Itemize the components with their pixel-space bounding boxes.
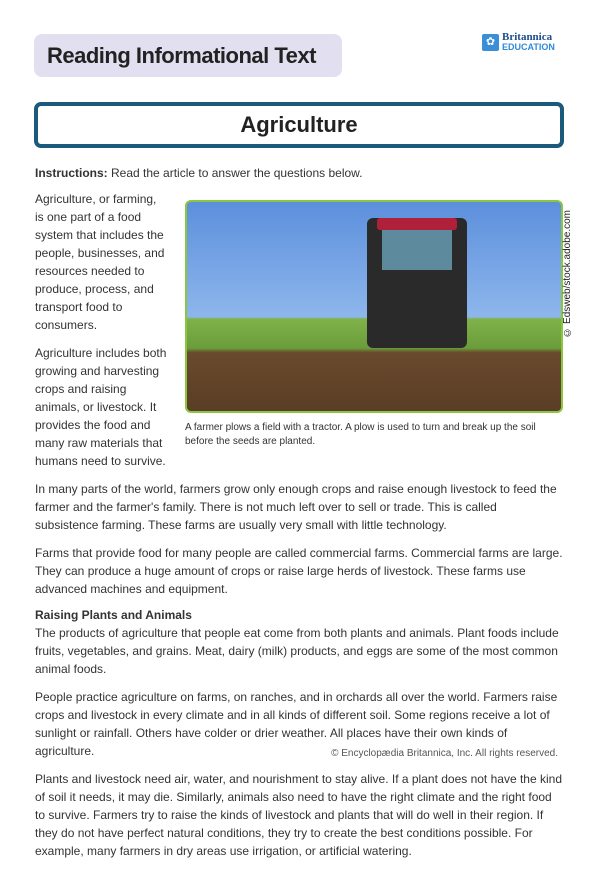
britannica-logo — [482, 32, 555, 52]
photo-credit: © Edsweb/stock.adobe.com — [562, 210, 573, 338]
logo-name: Britannica — [502, 31, 553, 43]
paragraph: The products of agriculture that people eat come from both plants and animals. Plant foods include fruits, vegetables, and grains. Meat, dairy (milk) products, and eggs are some of the most common animal foods. — [35, 626, 559, 676]
paragraph: Agriculture includes both growing and harvesting crops and raising animals, or livestock. It provides the food and many raw materials that humans need to survive. — [35, 346, 167, 468]
instructions — [35, 164, 563, 182]
instructions-label: Instructions: — [35, 166, 108, 180]
paragraph: Farms that provide food for many people are called commercial farms. Commercial farms are large. They can produce a huge amount of crops or raise large herds of livestock. These farms use advanced machines and equipment. — [35, 546, 563, 596]
paragraph: In many parts of the world, farmers grow only enough crops and raise enough livestock to feed the farmer and the farmer's family. There is not much left over to sell or trade. This is called subsistence farming. These farms are usually very small with little technology. — [35, 482, 557, 532]
figure-caption: A farmer plows a field with a tractor. A plow is used to turn and break up the soil before the seeds are planted. — [185, 422, 536, 447]
section-banner: Reading Informational Text — [34, 34, 342, 77]
tractor-photo — [185, 200, 563, 413]
instructions-text: Read the article to answer the questions below. — [107, 166, 363, 180]
paragraph: Plants and livestock need air, water, and nourishment to stay alive. If a plant does not have the kind of soil it needs, it may die. Similarly, animals also need to have the right climate and the right food to survive. Farmers try to raise the kinds of livestock and plants that will do well in their region. If they do not have perfect natural conditions, they try to create the best conditions possible. For example, many farmers in dry areas use irrigation, or artificial watering. — [35, 772, 562, 858]
section-heading: Raising Plants and Animals — [35, 608, 192, 622]
article — [35, 164, 573, 870]
paragraph: People practice agriculture on farms, on ranches, and in orchards all over the world. Farmers raise crops and livestock in every climate and in all kinds of different soil. Some regions receive a lot of sunlight or rainfall. Others have colder or drier weather. All places have their own kinds of agriculture. — [35, 690, 558, 758]
logo-sub: EDUCATION — [502, 42, 555, 52]
page-title: Agriculture — [34, 102, 564, 148]
thistle-icon: ✿ — [482, 34, 499, 51]
tractor-shape — [367, 218, 467, 348]
figure — [185, 200, 573, 449]
paragraph: Agriculture, or farming, is one part of a food system that includes the people, businesses, and resources needed to produce, process, and transport food to consumers. — [35, 192, 165, 332]
copyright-footer: © Encyclopædia Britannica, Inc. All rights reserved. — [331, 748, 558, 759]
